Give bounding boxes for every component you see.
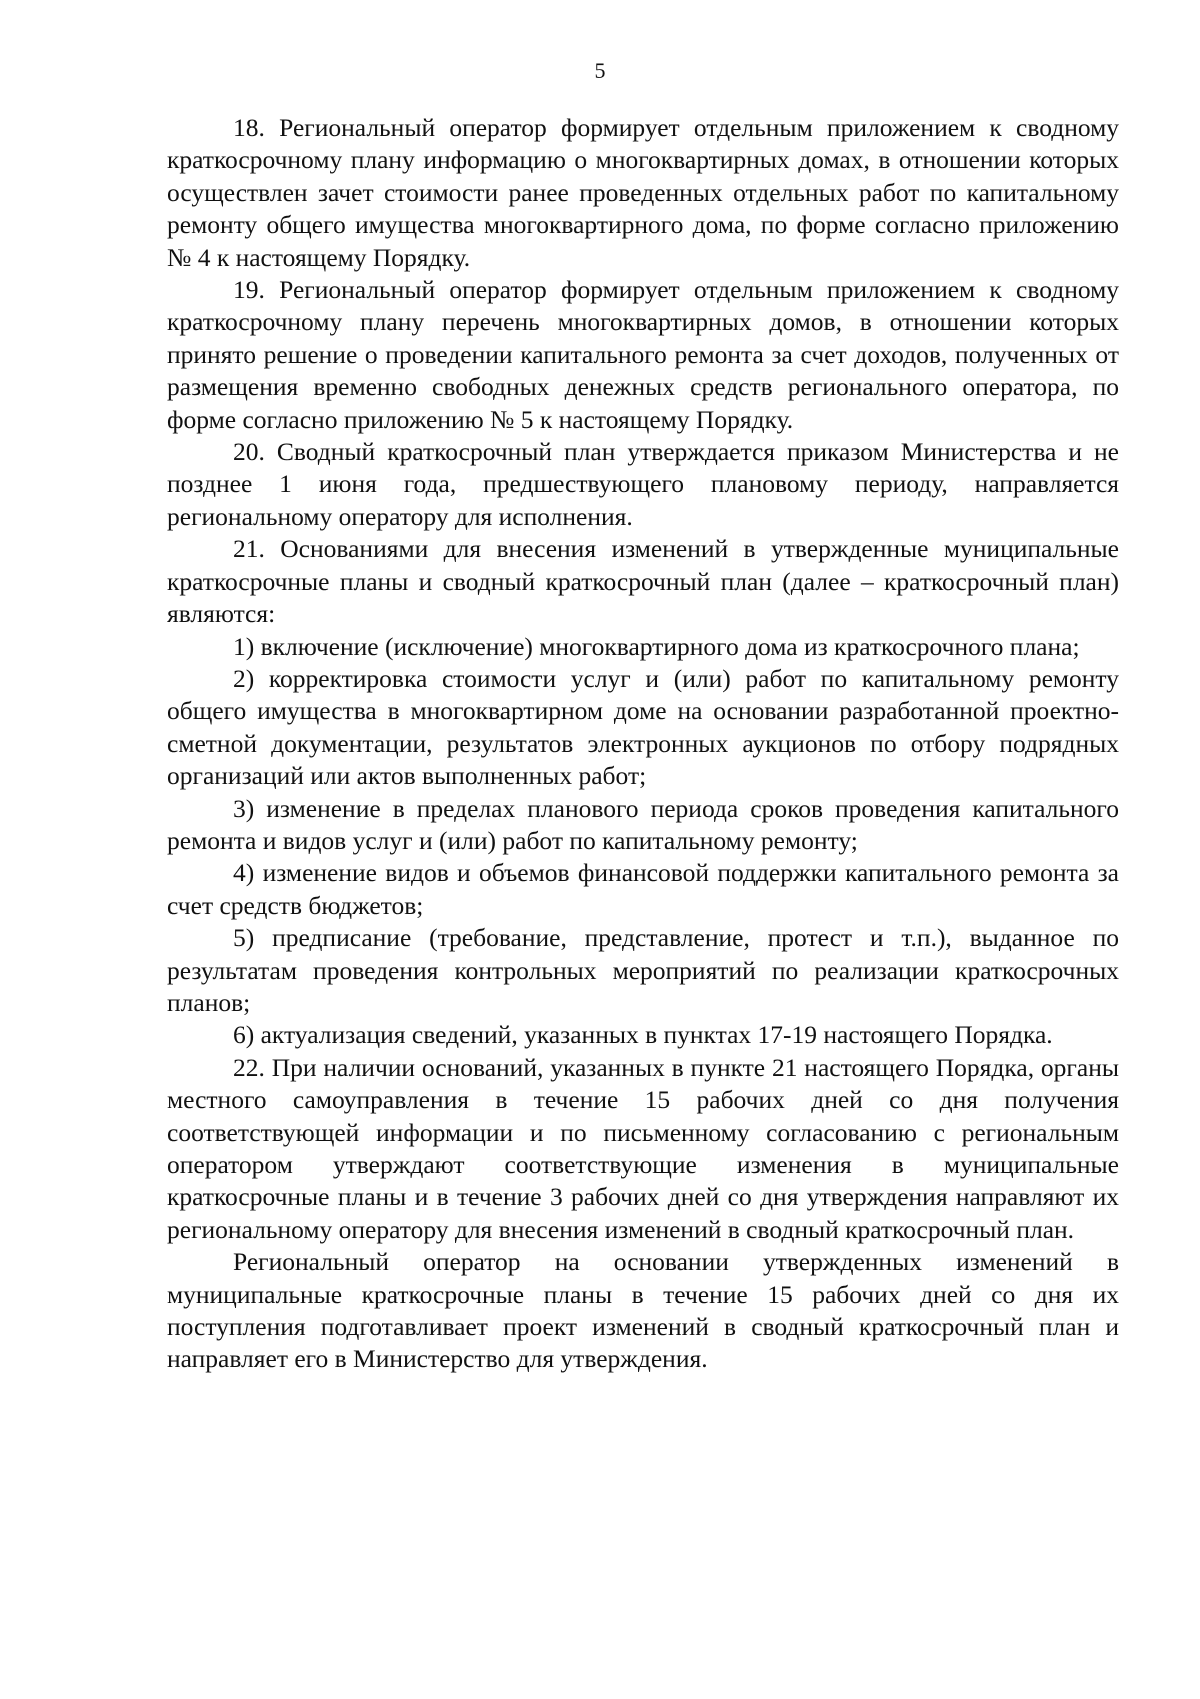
list-item-4: 4) изменение видов и объемов финансовой поддержки капитального ремонта за счет средств бюджетов;: [167, 858, 1119, 920]
page-number: 5: [594, 58, 606, 83]
list-item-2: 2) корректировка стоимости услуг и (или) работ по капитальному ремонту общего имущества в многоквартирном доме на основании разработанной проектно-сметной документации, результатов электронных аукционов по отбору подрядных организаций или актов выполненных работ;: [167, 663, 1119, 791]
document-body: [167, 112, 1119, 1376]
paragraph-21: 21. Основаниями для внесения изменений в утвержденные муниципальные краткосрочные планы и сводный краткосрочный план (далее – краткосрочный план) являются:: [167, 534, 1119, 629]
list-item-5: 5) предписание (требование, представление, протест и т.п.), выданное по результатам проведения контрольных мероприятий по реализации краткосрочных планов;: [167, 923, 1119, 1017]
paragraph-19: 19. Региональный оператор формирует отдельным приложением к сводному краткосрочному плану перечень многоквартирных домов, в отношении которых принято решение о проведении капитального ремонта за счет доходов, полученных от размещения временно свободных денежных средств регионального оператора, по форме согласно приложению № 5 к настоящему Порядку.: [167, 275, 1119, 434]
paragraph-22-continuation: Региональный оператор на основании утвержденных изменений в муниципальные краткосрочные планы в течение 15 рабочих дней со дня их поступления подготавливает проект изменений в сводный краткосрочный план и направляет его в Министерство для утверждения.: [167, 1247, 1119, 1374]
paragraph-18: 18. Региональный оператор формирует отдельным приложением к сводному краткосрочному плану информацию о многоквартирных домах, в отношении которых осуществлен зачет стоимости ранее проведенных отдельных работ по капитальному ремонту общего имущества многоквартирного дома, по форме согласно приложению № 4 к настоящему Порядку.: [167, 113, 1119, 272]
paragraph-20: 20. Сводный краткосрочный план утверждается приказом Министерства и не позднее 1 июня года, предшествующего плановому периоду, направляется региональному оператору для исполнения.: [167, 437, 1119, 531]
list-item-6: 6) актуализация сведений, указанных в пунктах 17-19 настоящего Порядка.: [233, 1020, 1053, 1050]
list-item-1: 1) включение (исключение) многоквартирного дома из краткосрочного плана;: [233, 631, 1080, 661]
list-item-3: 3) изменение в пределах планового периода сроков проведения капитального ремонта и видов услуг и (или) работ по капитальному ремонту;: [167, 793, 1119, 855]
paragraph-22: 22. При наличии оснований, указанных в пункте 21 настоящего Порядка, органы местного самоуправления в течение 15 рабочих дней со дня получения соответствующей информации и по письменному согласованию с региональным оператором утверждают соответствующие изменения в муниципальные краткосрочные планы и в течение 3 рабочих дней со дня утверждения направляют их региональному оператору для внесения изменений в сводный краткосрочный план.: [167, 1052, 1119, 1244]
